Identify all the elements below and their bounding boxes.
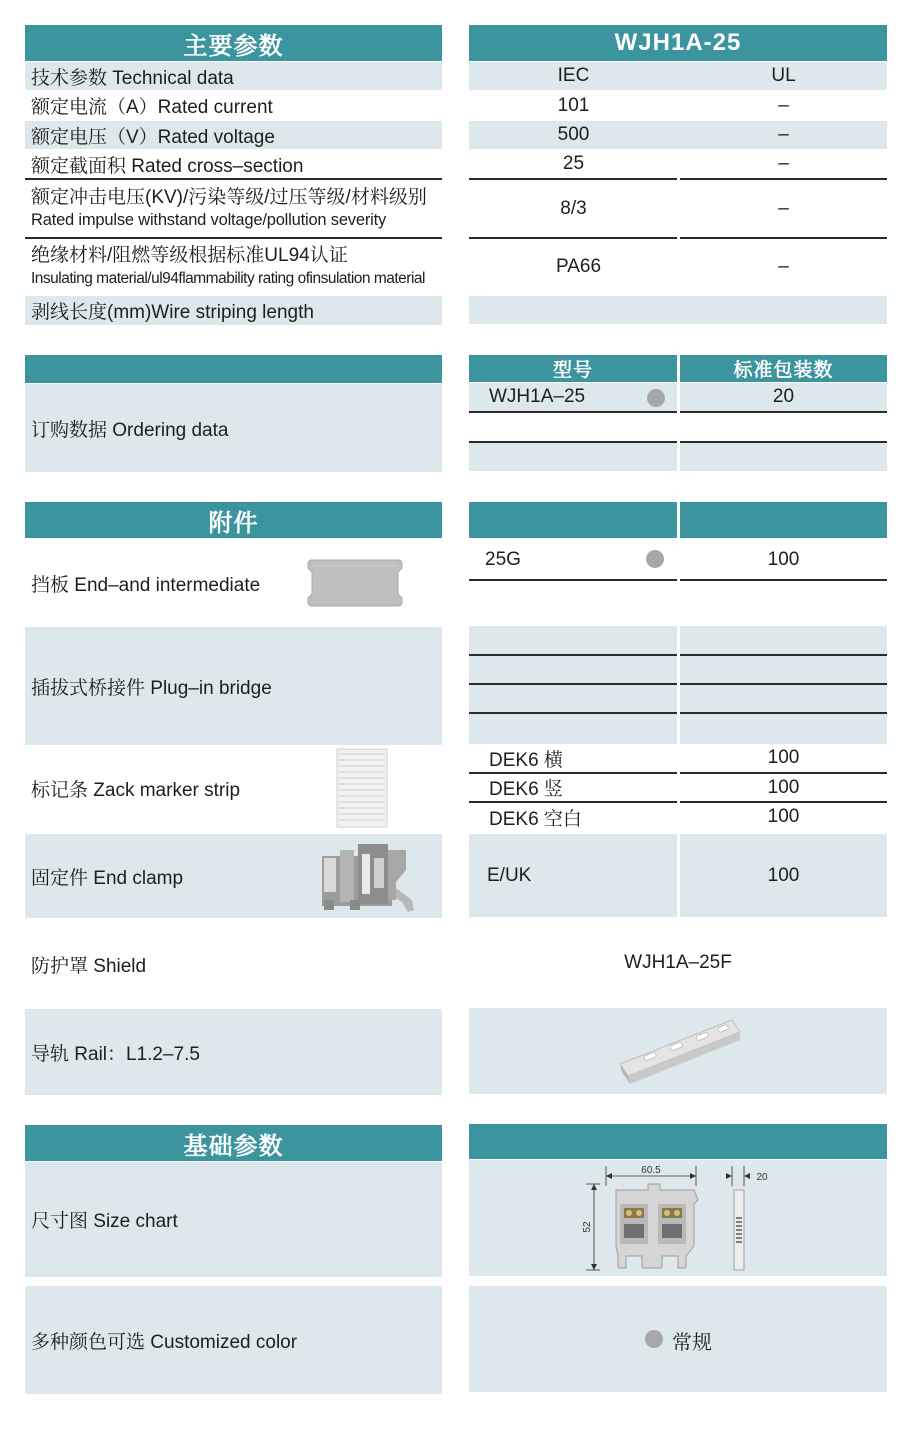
size-chart-label: 尺寸图 Size chart — [25, 1162, 442, 1277]
marker-strip-label: 标记条 Zack marker strip — [31, 779, 241, 801]
rail-label: 导轨 Rail：L1.2–7.5 — [25, 1009, 442, 1095]
marker-item-qty: 100 — [767, 747, 800, 768]
model-header — [469, 25, 887, 61]
accessories-title: 附件 — [208, 509, 259, 537]
rated-voltage-iec: 500 — [557, 124, 590, 145]
marker-item-qty: 100 — [767, 776, 800, 798]
rated-voltage-ul: – — [778, 124, 789, 145]
cross-section-ul: – — [778, 153, 789, 174]
divider — [25, 237, 442, 239]
end-plate-model-text: 25G — [485, 549, 521, 570]
marker-strip-image — [336, 748, 388, 828]
ordering-label: 订购数据 Ordering data — [25, 384, 442, 472]
row-rated-voltage-label: 额定电压（V）Rated voltage — [25, 121, 442, 149]
row-rated-current-label: 额定电流（A）Rated current — [31, 97, 273, 118]
divider — [469, 237, 677, 239]
insulating-material-en: Insulating material/ul94flammability rating ofinsulation material — [31, 270, 425, 287]
impulse-voltage-en: Rated impulse withstand voltage/pollution severity — [31, 210, 387, 229]
marker-item-model: DEK6 空白 — [489, 808, 582, 830]
row-technical-data-label: 技术参数 Technical data — [25, 62, 442, 90]
marker-item-model: DEK6 横 — [489, 749, 563, 771]
row-impulse-voltage-label — [25, 181, 442, 236]
divider — [469, 178, 677, 180]
plug-bridge-row — [469, 656, 677, 683]
marker-item-qty: 100 — [767, 806, 800, 827]
basic-params-title: 基础参数 — [183, 1132, 284, 1160]
shield-label: 防护罩 Shield — [31, 955, 147, 977]
insulating-material-iec: PA66 — [555, 256, 602, 277]
divider — [680, 178, 887, 180]
end-clamp-qty: 100 — [767, 864, 800, 886]
ordering-model-text: WJH1A–25 — [489, 386, 586, 407]
accessories-header-right-b — [680, 502, 887, 538]
end-plate-label: 挡板 End–and intermediate — [31, 574, 261, 596]
row-wire-striping-values — [469, 296, 887, 324]
color-dot-icon — [646, 550, 664, 568]
main-params-header — [25, 25, 442, 61]
impulse-voltage-ul: – — [778, 197, 789, 219]
accessories-header-right-a — [469, 502, 677, 538]
plug-bridge-row — [680, 714, 887, 744]
ordering-empty-row — [469, 443, 677, 471]
rated-current-iec: 101 — [557, 94, 590, 116]
insulating-material-ul: – — [778, 256, 789, 277]
dim-thickness-text: 20 — [756, 1172, 768, 1183]
plug-bridge-row — [469, 626, 677, 654]
model-title: WJH1A-25 — [614, 29, 742, 56]
plug-bridge-row — [680, 685, 887, 712]
divider — [469, 411, 677, 413]
plug-bridge-label: 插拔式桥接件 Plug–in bridge — [25, 627, 442, 745]
plug-bridge-row — [469, 685, 677, 712]
insulating-material-cn: 绝缘材料/阻燃等级根据标准UL94认证 — [31, 245, 348, 266]
col-model-header: 型号 — [469, 355, 677, 382]
ordering-empty-row — [680, 443, 887, 471]
marker-item-model: DEK6 竖 — [489, 779, 563, 800]
divider — [469, 579, 677, 581]
rated-current-ul: – — [778, 94, 789, 116]
divider — [680, 579, 887, 581]
impulse-voltage-cn: 额定冲击电压(KV)/污染等级/过压等级/材料级别 — [31, 186, 427, 208]
row-wire-striping-label: 剥线长度(mm)Wire striping length — [25, 296, 442, 325]
col-qty-header: 标准包装数 — [680, 355, 887, 382]
dim-width-text: 60.5 — [641, 1165, 661, 1176]
col-ul: UL — [771, 65, 796, 86]
col-iec: IEC — [557, 65, 590, 86]
size-chart-drawing — [576, 1160, 796, 1274]
color-swatch-icon — [645, 1330, 663, 1348]
plug-bridge-row — [680, 626, 887, 654]
cross-section-iec: 25 — [562, 153, 585, 174]
divider — [680, 237, 887, 239]
basic-params-header-right — [469, 1124, 887, 1159]
dim-height-text: 52 — [582, 1221, 593, 1233]
plug-bridge-row — [680, 656, 887, 683]
color-option: 常规 — [672, 1332, 712, 1354]
color-dot-icon — [647, 389, 665, 407]
basic-params-header — [25, 1125, 442, 1161]
shield-model: WJH1A–25F — [624, 952, 732, 973]
color-label: 多种颜色可选 Customized color — [25, 1286, 442, 1394]
end-plate-qty: 100 — [767, 549, 800, 570]
main-params-title: 主要参数 — [183, 32, 284, 60]
plug-bridge-row — [469, 714, 677, 744]
accessories-header — [25, 502, 442, 538]
row-cross-section-label: 额定截面积 Rated cross–section — [31, 155, 304, 177]
ordering-model — [469, 383, 677, 411]
divider — [680, 411, 887, 413]
end-clamp-image — [322, 840, 442, 914]
end-plate-image — [306, 556, 404, 608]
ordering-header-bar — [25, 355, 442, 383]
end-clamp-model: E/UK — [487, 864, 532, 886]
impulse-voltage-iec: 8/3 — [560, 197, 587, 219]
row-insulating-material-label — [25, 240, 442, 294]
divider — [25, 178, 442, 180]
rail-image — [614, 1014, 744, 1088]
end-clamp-text: 固定件 End clamp — [31, 867, 184, 889]
ordering-qty: 20 — [680, 383, 887, 411]
